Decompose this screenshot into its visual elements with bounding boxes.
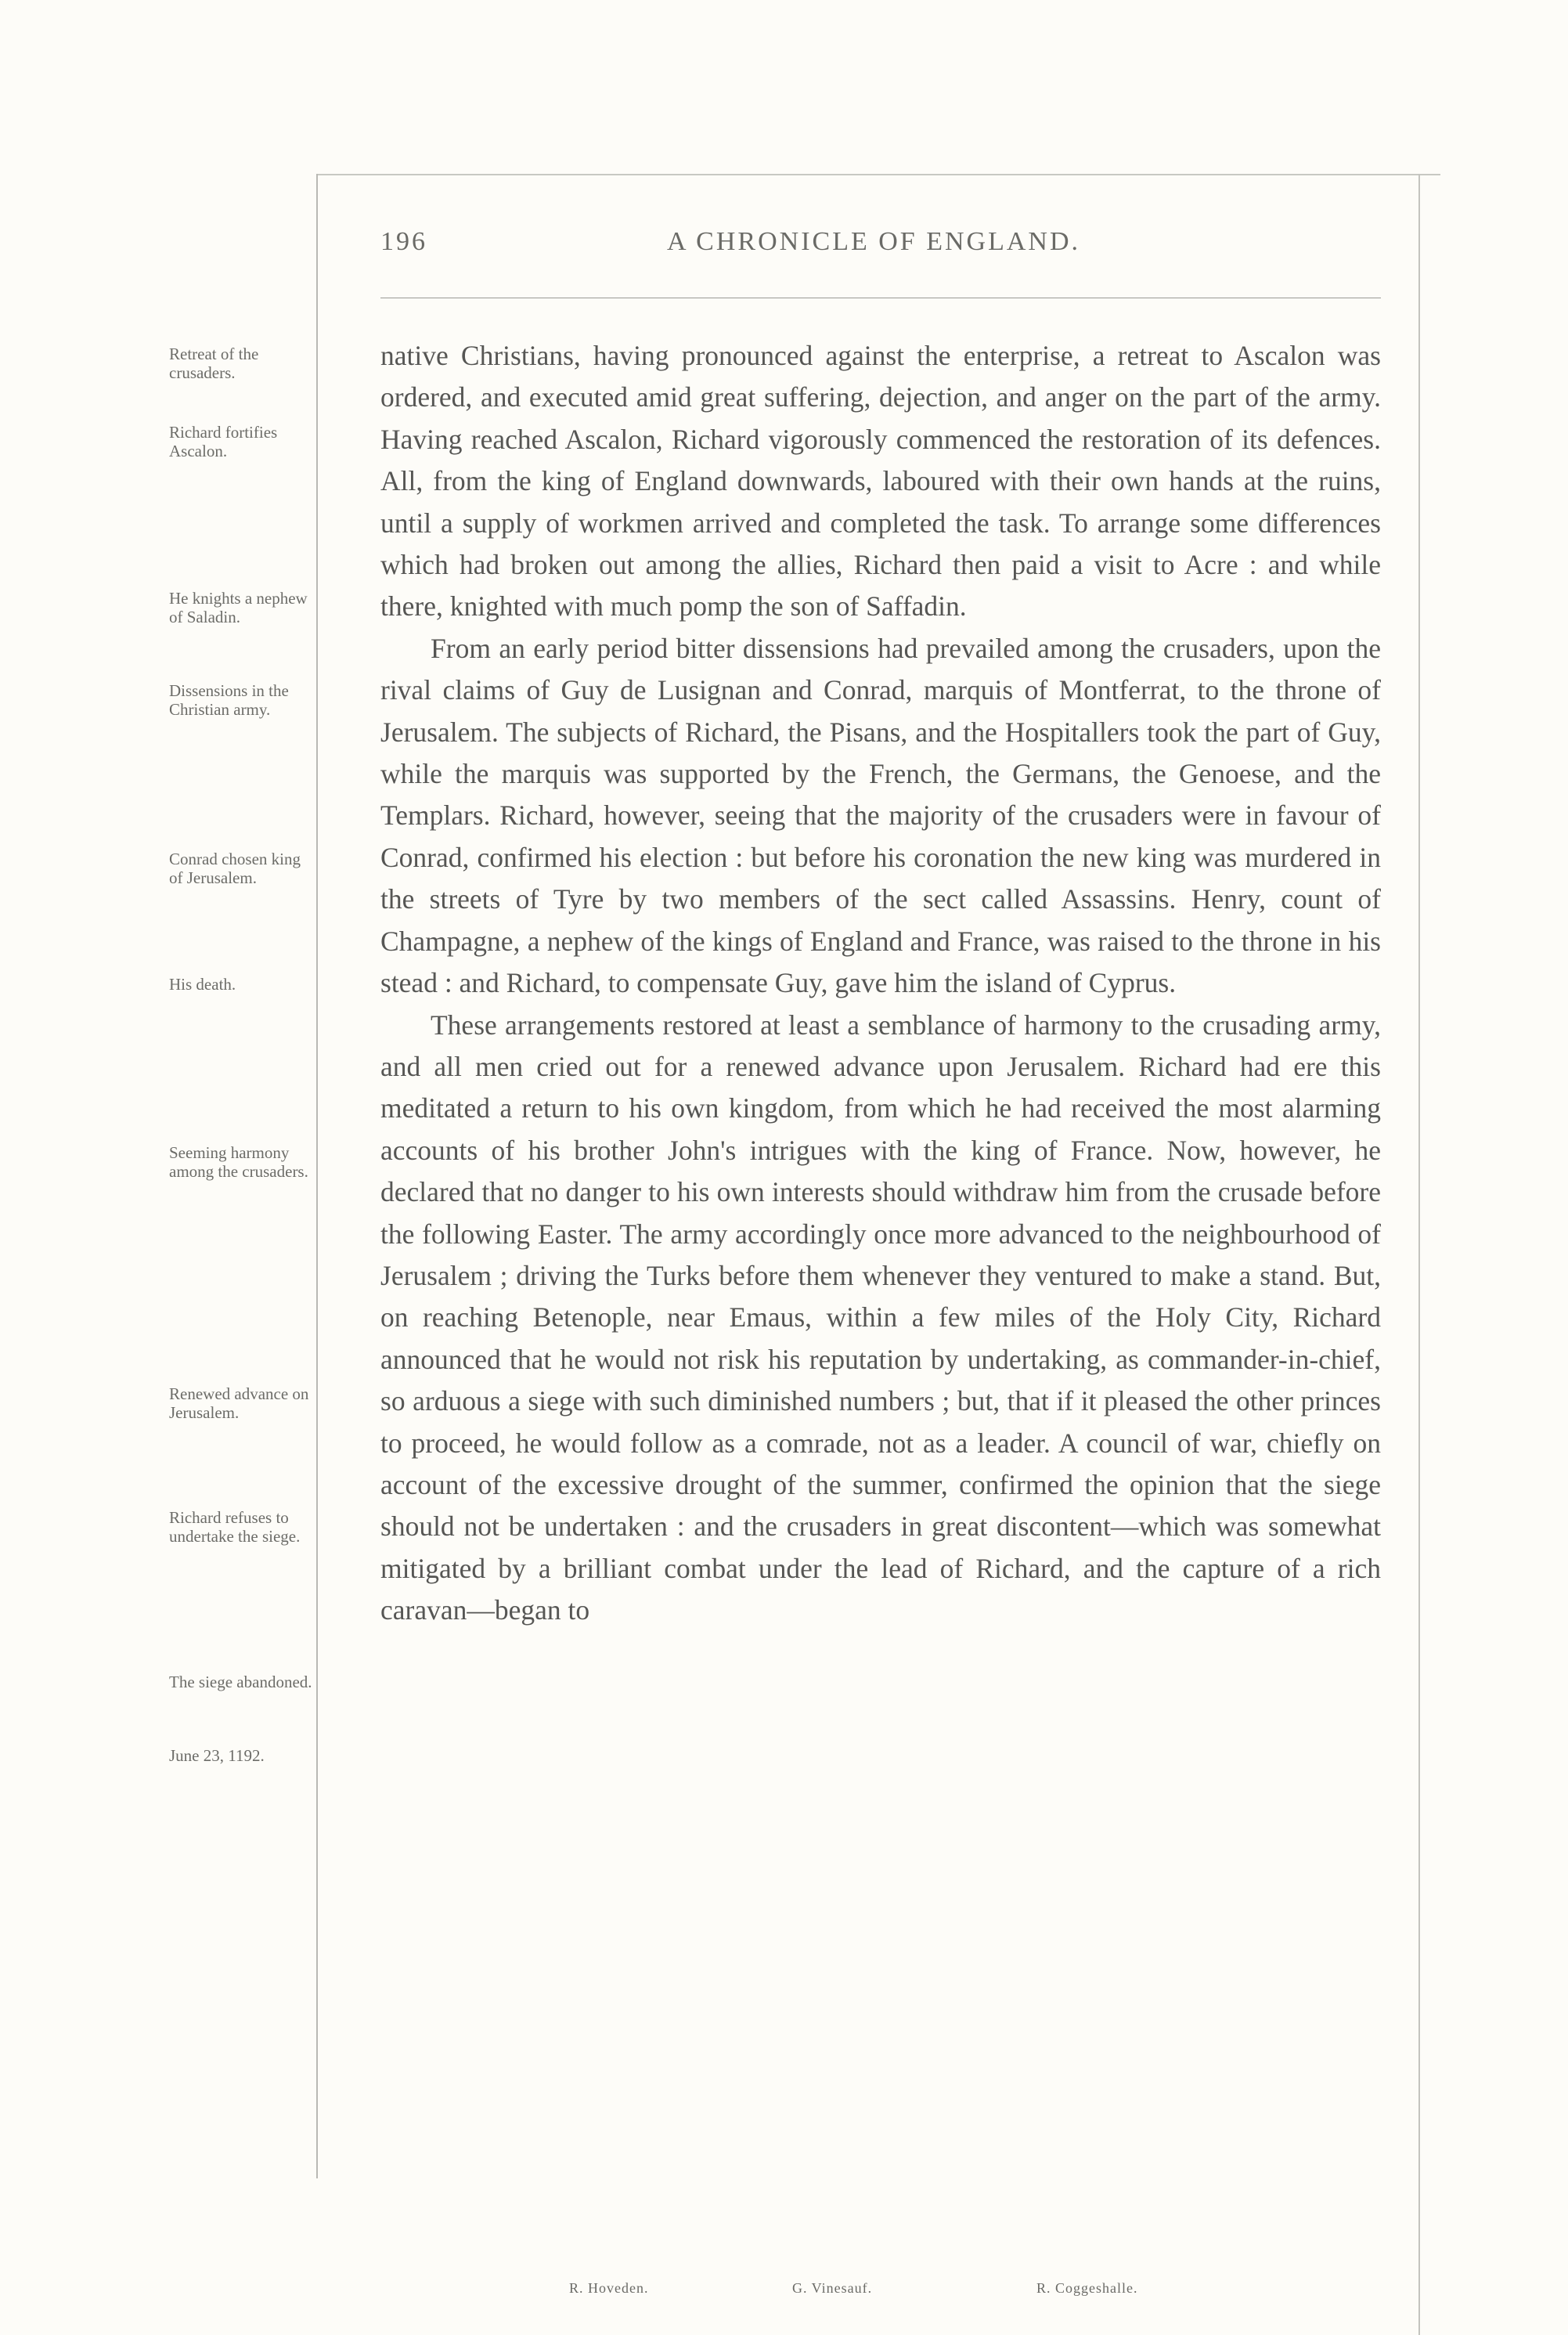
page-number: 196 bbox=[380, 227, 427, 256]
margin-note: Retreat of the crusaders. bbox=[169, 345, 259, 382]
footnote-source: R. Hoveden. bbox=[569, 2280, 649, 2296]
paragraph: native Christians, having pronounced against the enterprise, a retreat to Ascalon was ordered, and executed amid great suffering, dejection, and anger on the part of the army. Having reached Ascalon, Richard vigorously commenced the restoration of its defences. All, from the king of England downwards, laboured with their own hands at the ruins, until a supply of workmen arrived and completed the task. To arrange some differences which had broken out among the allies, Richard then paid a visit to Acre : and while there, knighted with much pomp the son of Saffadin. bbox=[380, 340, 1381, 623]
margin-note: Dissensions in the Christian army. bbox=[169, 681, 289, 719]
paragraph: From an early period bitter dissensions had prevailed among the crusaders, upon the rival claims of Guy de Lusignan and Conrad, marquis of Montferrat, to the throne of Jerusalem. The subjects of Richard, the Pisans, and the Hospitallers took the part of Guy, while the marquis was supported by the French, the Germans, the Genoese, and the Templars. Richard, however, seeing that the majority of the crusaders were in favour of Conrad, confirmed his election : but before his coronation the new king was murdered in the streets of Tyre by two members of the sect called Assassins. Henry, count of Champagne, a nephew of the kings of England and France, was raised to the throne in his stead : and Richard, to compensate Guy, gave him the island of Cyprus. bbox=[380, 632, 1381, 999]
margin-note: Richard refuses to undertake the siege. bbox=[169, 1508, 301, 1546]
body-text bbox=[380, 335, 1381, 1632]
margin-note: Seeming harmony among the crusaders. bbox=[169, 1143, 308, 1181]
footnote-source: R. Coggeshalle. bbox=[1036, 2280, 1138, 2296]
margin-note: He knights a nephew of Saladin. bbox=[169, 589, 308, 626]
margin-note: June 23, 1192. bbox=[169, 1746, 265, 1765]
page-frame-top-rule bbox=[316, 174, 1440, 175]
margin-note: Conrad chosen king of Jerusalem. bbox=[169, 850, 301, 887]
margin-note: His death. bbox=[169, 975, 236, 994]
page-frame-right-rule bbox=[1418, 174, 1420, 2335]
margin-note: The siege abandoned. bbox=[169, 1673, 312, 1691]
margin-note: Richard fortifies Ascalon. bbox=[169, 423, 278, 460]
footnote-source: G. Vinesauf. bbox=[792, 2280, 873, 2296]
book-title: A CHRONICLE OF ENGLAND. bbox=[667, 227, 1080, 256]
margin-note: Renewed advance on Jerusalem. bbox=[169, 1384, 309, 1422]
running-head bbox=[380, 227, 1381, 266]
paragraph: These arrangements restored at least a semblance of harmony to the crusading army, and all men cried out for a renewed advance upon Jerusalem. Richard had ere this meditated a return to his own kingdom, from which he had received the most alarming accounts of his brother John's intrigues with the king of France. Now, however, he declared that no danger to his own interests should withdraw him from the crusade before the following Easter. The army accordingly once more advanced to the neighbourhood of Jerusalem ; driving the Turks before them whenever they ventured to make a stand. But, on reaching Betenople, near Emaus, within a few miles of the Holy City, Richard announced that he would not risk his reputation by undertaking, as commander-in-chief, so arduous a siege with such diminished numbers ; but, that if it pleased the other princes to proceed, he would follow as a comrade, not as a leader. A council of war, chiefly on account of the excessive drought of the summer, confirmed the opinion that the siege should not be undertaken : and the crusaders in great discontent—which was somewhat mitigated by a brilliant combat under the lead of Richard, and the capture of a rich caravan—began to bbox=[380, 1009, 1381, 1626]
